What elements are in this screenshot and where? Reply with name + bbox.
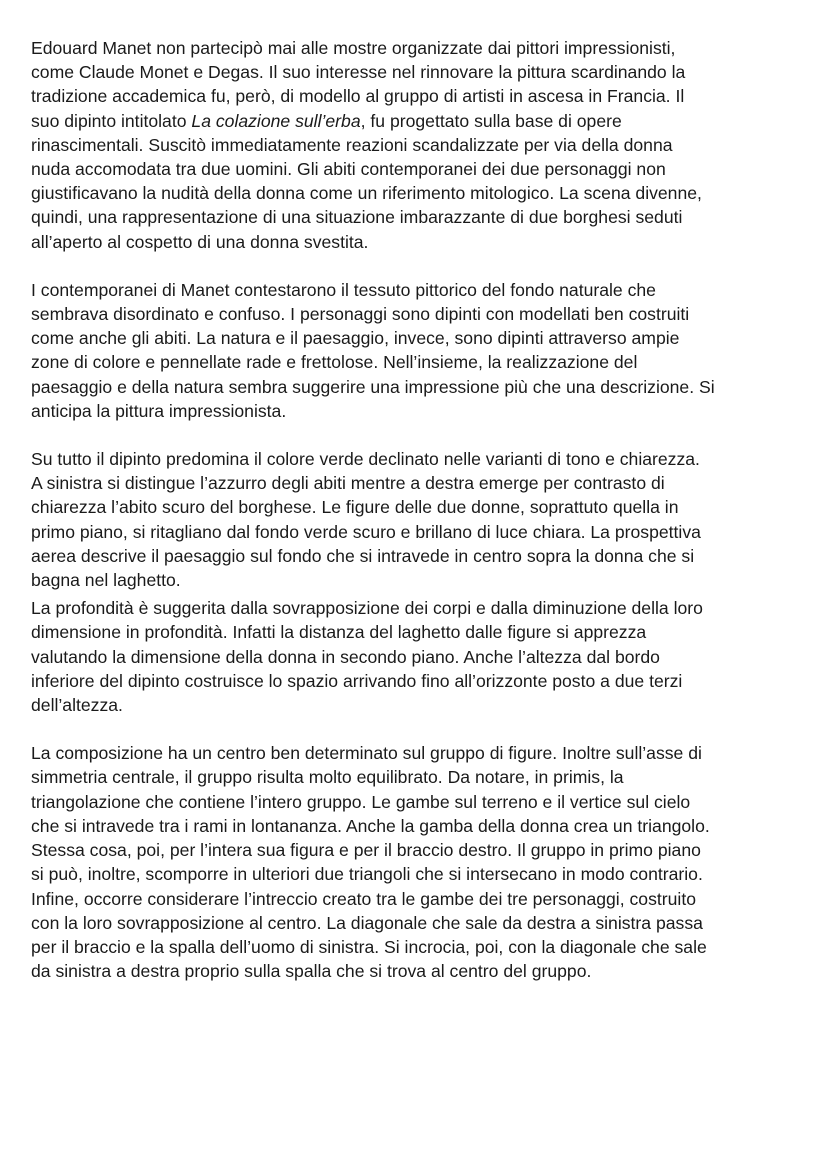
- text-line: rinascimentali. Suscitò immediatamente reazioni scandalizzate per via della donna: [31, 134, 673, 155]
- text-line: Stessa cosa, poi, per l’intera sua figura e per il braccio destro. Il gruppo in primo piano: [31, 840, 701, 861]
- paragraph-composition: [31, 741, 801, 983]
- text-line: valutando la dimensione della donna in secondo piano. Anche l’altezza dal bordo: [31, 646, 660, 667]
- text-line: [31, 109, 801, 133]
- text-line: Infine, occorre considerare l’intreccio creato tra le gambe dei tre personaggi, costruito: [31, 888, 696, 909]
- painting-title: La colazione sull’erba: [191, 110, 361, 131]
- text-run: , fu progettato sulla base di opere: [360, 110, 622, 131]
- paragraph-contemporaries: [31, 278, 801, 423]
- document-body: [31, 36, 801, 983]
- text-line: per il braccio e la spalla dell’uomo di sinistra. Si incrocia, poi, con la diagonale che sale: [31, 936, 707, 957]
- text-line: dimensione in profondità. Infatti la distanza del laghetto dalle figure si apprezza: [31, 622, 647, 643]
- text-line: che si intravede tra i rami in lontananza. Anche la gamba della donna crea un triangolo.: [31, 815, 710, 836]
- text-line: tradizione accademica fu, però, di modello al gruppo di artisti in ascesa in Francia. Il: [31, 86, 685, 107]
- text-line: La profondità è suggerita dalla sovrapposizione dei corpi e dalla diminuzione della loro: [31, 598, 703, 619]
- text-line: si può, inoltre, scomporre in ulteriori due triangoli che si intersecano in modo contrario.: [31, 864, 703, 885]
- paragraph-depth: [31, 596, 801, 717]
- text-line: simmetria centrale, il gruppo risulta molto equilibrato. Da notare, in primis, la: [31, 767, 624, 788]
- text-line: zone di colore e pennellate rade e frettolose. Nell’insieme, la realizzazione del: [31, 352, 638, 373]
- text-line: dell’altezza.: [31, 695, 123, 716]
- text-line: come anche gli abiti. La natura e il paesaggio, invece, sono dipinti attraverso ampie: [31, 328, 680, 349]
- paragraph-manet-intro: [31, 36, 801, 254]
- text-line: primo piano, si ritagliano dal fondo verde scuro e brillano di luce chiara. La prospettiva: [31, 521, 701, 542]
- text-line: Su tutto il dipinto predomina il colore verde declinato nelle varianti di tono e chiarezza.: [31, 449, 700, 470]
- text-line: chiarezza l’abito scuro del borghese. Le figure delle due donne, soprattuto quella in: [31, 497, 679, 518]
- text-line: triangolazione che contiene l’intero gruppo. Le gambe sul terreno e il vertice sul cielo: [31, 791, 691, 812]
- text-line: bagna nel laghetto.: [31, 570, 181, 591]
- text-line: all’aperto al cospetto di una donna svestita.: [31, 231, 369, 252]
- text-line: La composizione ha un centro ben determinato sul gruppo di figure. Inoltre sull’asse di: [31, 743, 702, 764]
- text-line: inferiore del dipinto costruisce lo spazio arrivando fino all’orizzonte posto a due terzi: [31, 670, 683, 691]
- text-line: aerea descrive il paesaggio sul fondo che si intravede in centro sopra la donna che si: [31, 545, 695, 566]
- text-line: paesaggio e della natura sembra suggerire una impressione più che una descrizione. Si: [31, 376, 715, 397]
- text-line: sembrava disordinato e confuso. I personaggi sono dipinti con modellati ben costruiti: [31, 304, 690, 325]
- text-line: giustificavano la nudità della donna come un riferimento mitologico. La scena divenne,: [31, 183, 702, 204]
- text-line: da sinistra a destra proprio sulla spalla che si trova al centro del gruppo.: [31, 961, 592, 982]
- text-line: come Claude Monet e Degas. Il suo interesse nel rinnovare la pittura scardinando la: [31, 62, 686, 83]
- text-line: con la loro sovrapposizione al centro. La diagonale che sale da destra a sinistra passa: [31, 912, 703, 933]
- text-line: A sinistra si distingue l’azzurro degli abiti mentre a destra emerge per contrasto di: [31, 473, 665, 494]
- text-line: I contemporanei di Manet contestarono il tessuto pittorico del fondo naturale che: [31, 279, 656, 300]
- paragraph-color: [31, 447, 801, 592]
- text-run: suo dipinto intitolato: [31, 110, 192, 131]
- text-line: Edouard Manet non partecipò mai alle mostre organizzate dai pittori impressionisti,: [31, 38, 676, 58]
- text-line: nuda accomodata tra due uomini. Gli abiti contemporanei dei due personaggi non: [31, 159, 666, 180]
- text-line: anticipa la pittura impressionista.: [31, 400, 287, 421]
- text-line: quindi, una rappresentazione di una situazione imbarazzante di due borghesi seduti: [31, 207, 683, 228]
